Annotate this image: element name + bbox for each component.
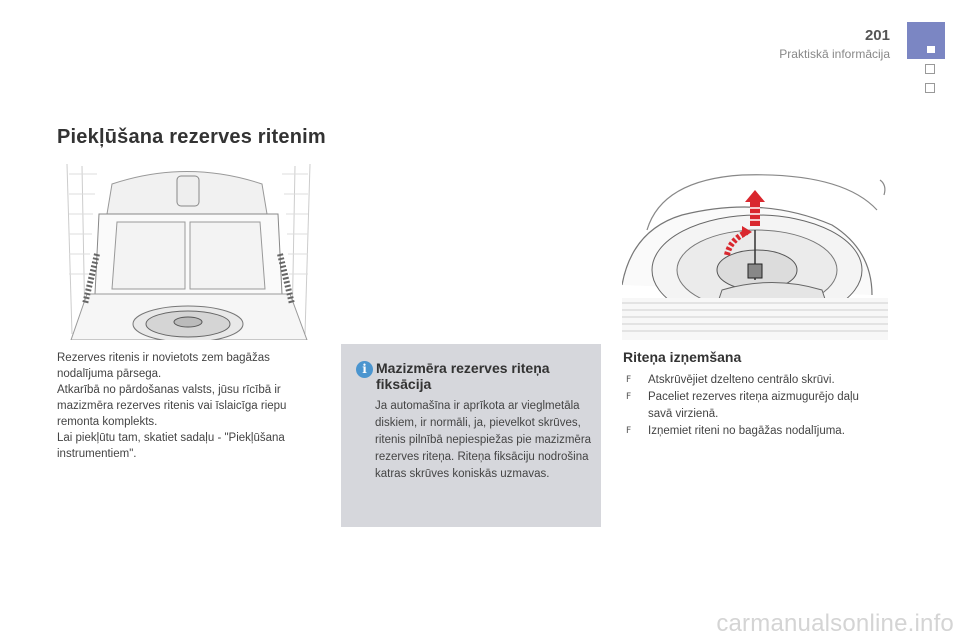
- info-box-title: Mazizmēra rezerves riteņa fiksācija: [376, 360, 550, 392]
- info-box: [341, 344, 601, 527]
- chapter-tab-empty[interactable]: [925, 64, 935, 74]
- step-text: Paceliet rezerves riteņa aizmugurējo daļu savā virzienā.: [648, 391, 859, 420]
- page-number: 201: [864, 27, 890, 44]
- list-item: [626, 423, 876, 440]
- chapter-tab[interactable]: [907, 22, 945, 59]
- section-label: Praktiskā informācija: [779, 47, 890, 61]
- chapter-tab-empty[interactable]: [925, 83, 935, 93]
- info-icon: i: [356, 361, 373, 378]
- list-item: [626, 389, 876, 423]
- info-box-text: Ja automašīna ir aprīkota ar vieglmetāla diskiem, ir normāli, ja, pievelkot skrūves, ritenis pilnībā nepiespiežas pie mazizmēra rezerves riteņa. Riteņa fiksāciju nodrošina katras skrūves koniskās uzmavas.: [375, 400, 592, 480]
- bullet-icon: F: [626, 392, 632, 402]
- step-text: Atskrūvējiet dzelteno centrālo skrūvi.: [648, 374, 835, 386]
- step-text: Izņemiet riteni no bagāžas nodalījuma.: [648, 425, 845, 437]
- removal-title: Riteņa izņemšana: [623, 349, 742, 365]
- bullet-icon: F: [626, 426, 632, 436]
- trunk-illustration: [57, 154, 320, 340]
- spare-wheel-illustration: [622, 170, 888, 340]
- bullet-icon: F: [626, 375, 632, 385]
- removal-steps: [626, 372, 876, 440]
- tab-marker: [927, 46, 935, 53]
- list-item: [626, 372, 876, 389]
- watermark: carmanualsonline.info: [716, 610, 954, 637]
- page-title: Piekļūšana rezerves ritenim: [57, 126, 326, 148]
- body-text: Rezerves ritenis ir novietots zem bagāžas nodalījuma pārsega. Atkarībā no pārdošanas valsts, jūsu rīcībā ir mazizmēra rezerves ritenis vai īslaicīga riepu remonta komplekts. Lai piekļūtu tam, skatiet sadaļu - "Piekļūšana instrumentiem".: [57, 352, 287, 460]
